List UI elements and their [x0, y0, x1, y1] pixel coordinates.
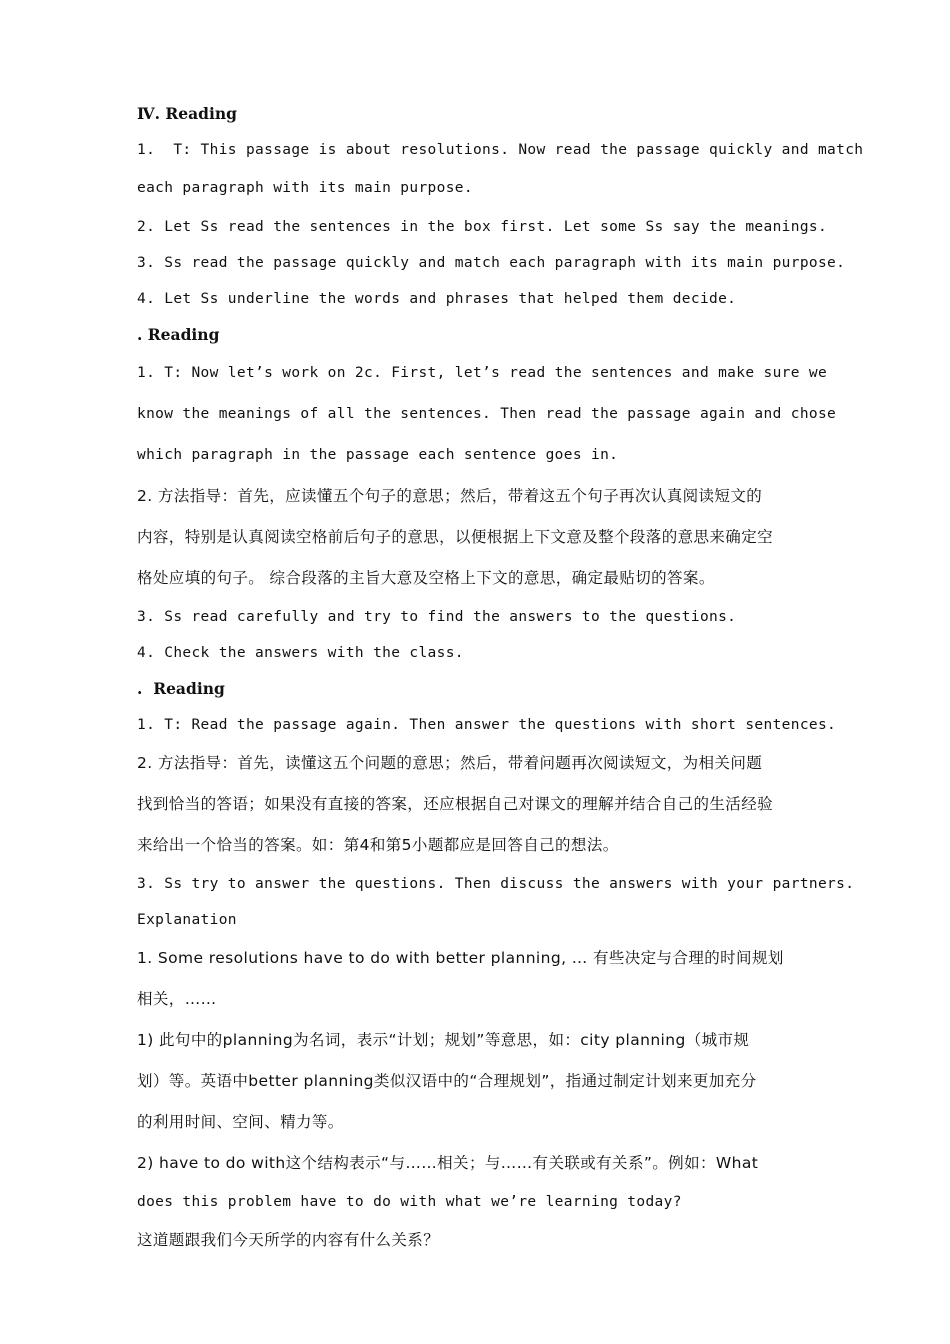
text-line: 2. 方法指导：首先，应读懂五个句子的意思；然后，带着这五个句子再次认真阅读短文的 — [137, 487, 763, 505]
section-heading-reading-iv: Ⅳ. Reading — [137, 104, 238, 123]
text-line: which paragraph in the passage each sentence goes in. — [137, 447, 619, 463]
text-line: 1) 此句中的planning为名词，表示“计划；规划”等意思，如：city planning（城市规 — [137, 1031, 750, 1049]
text-line: 2) have to do with这个结构表示“与……相关；与……有关联或有关系”。例如：What — [137, 1154, 759, 1172]
text-line: 内容，特别是认真阅读空格前后句子的意思，以便根据上下文意及整个段落的意思来确定空 — [137, 528, 774, 546]
text-line: 格处应填的句子。 综合段落的主旨大意及空格上下文的意思，确定最贴切的答案。 — [137, 569, 715, 587]
text-line: 4. Check the answers with the class. — [137, 645, 464, 661]
text-line: does this problem have to do with what we’re learning today? — [137, 1194, 682, 1210]
text-line: 2. 方法指导：首先，读懂这五个问题的意思；然后，带着问题再次阅读短文，为相关问题 — [137, 754, 763, 772]
text-line: 2. Let Ss read the sentences in the box first. Let some Ss say the meanings. — [137, 219, 828, 235]
text-line: 1. T: Now let’s work on 2c. First, let’s read the sentences and make sure we — [137, 365, 828, 381]
section-heading-reading-3: . Reading — [137, 679, 225, 698]
text-line: 3. Ss try to answer the questions. Then discuss the answers with your partners. — [137, 876, 855, 892]
text-line: 的利用时间、空间、精力等。 — [137, 1113, 344, 1131]
section-heading-explanation: Explanation — [137, 912, 237, 928]
text-line: 3. Ss read the passage quickly and match each paragraph with its main purpose. — [137, 255, 846, 271]
text-line: know the meanings of all the sentences. Then read the passage again and chose — [137, 406, 837, 422]
text-line: 4. Let Ss underline the words and phrases that helped them decide. — [137, 291, 737, 307]
text-line: 1. T: Read the passage again. Then answer the questions with short sentences. — [137, 717, 837, 733]
text-line: 找到恰当的答语；如果没有直接的答案，还应根据自己对课文的理解并结合自己的生活经验 — [137, 795, 774, 813]
text-line: 3. Ss read carefully and try to find the answers to the questions. — [137, 609, 737, 625]
section-heading-reading-2: . Reading — [137, 325, 220, 344]
text-line: 来给出一个恰当的答案。如：第4和第5小题都应是回答自己的想法。 — [137, 836, 619, 854]
text-line: 1. Some resolutions have to do with better planning, … 有些决定与合理的时间规划 — [137, 949, 784, 967]
document-page — [137, 96, 864, 1261]
text-line: 划）等。英语中better planning类似汉语中的“合理规划”，指通过制定计划来更加充分 — [137, 1072, 757, 1090]
text-line: each paragraph with its main purpose. — [137, 180, 473, 196]
text-line: 相关，…… — [137, 990, 217, 1008]
text-line: 1. T: This passage is about resolutions. Now read the passage quickly and match — [137, 142, 864, 158]
text-line: 这道题跟我们今天所学的内容有什么关系？ — [137, 1231, 440, 1249]
